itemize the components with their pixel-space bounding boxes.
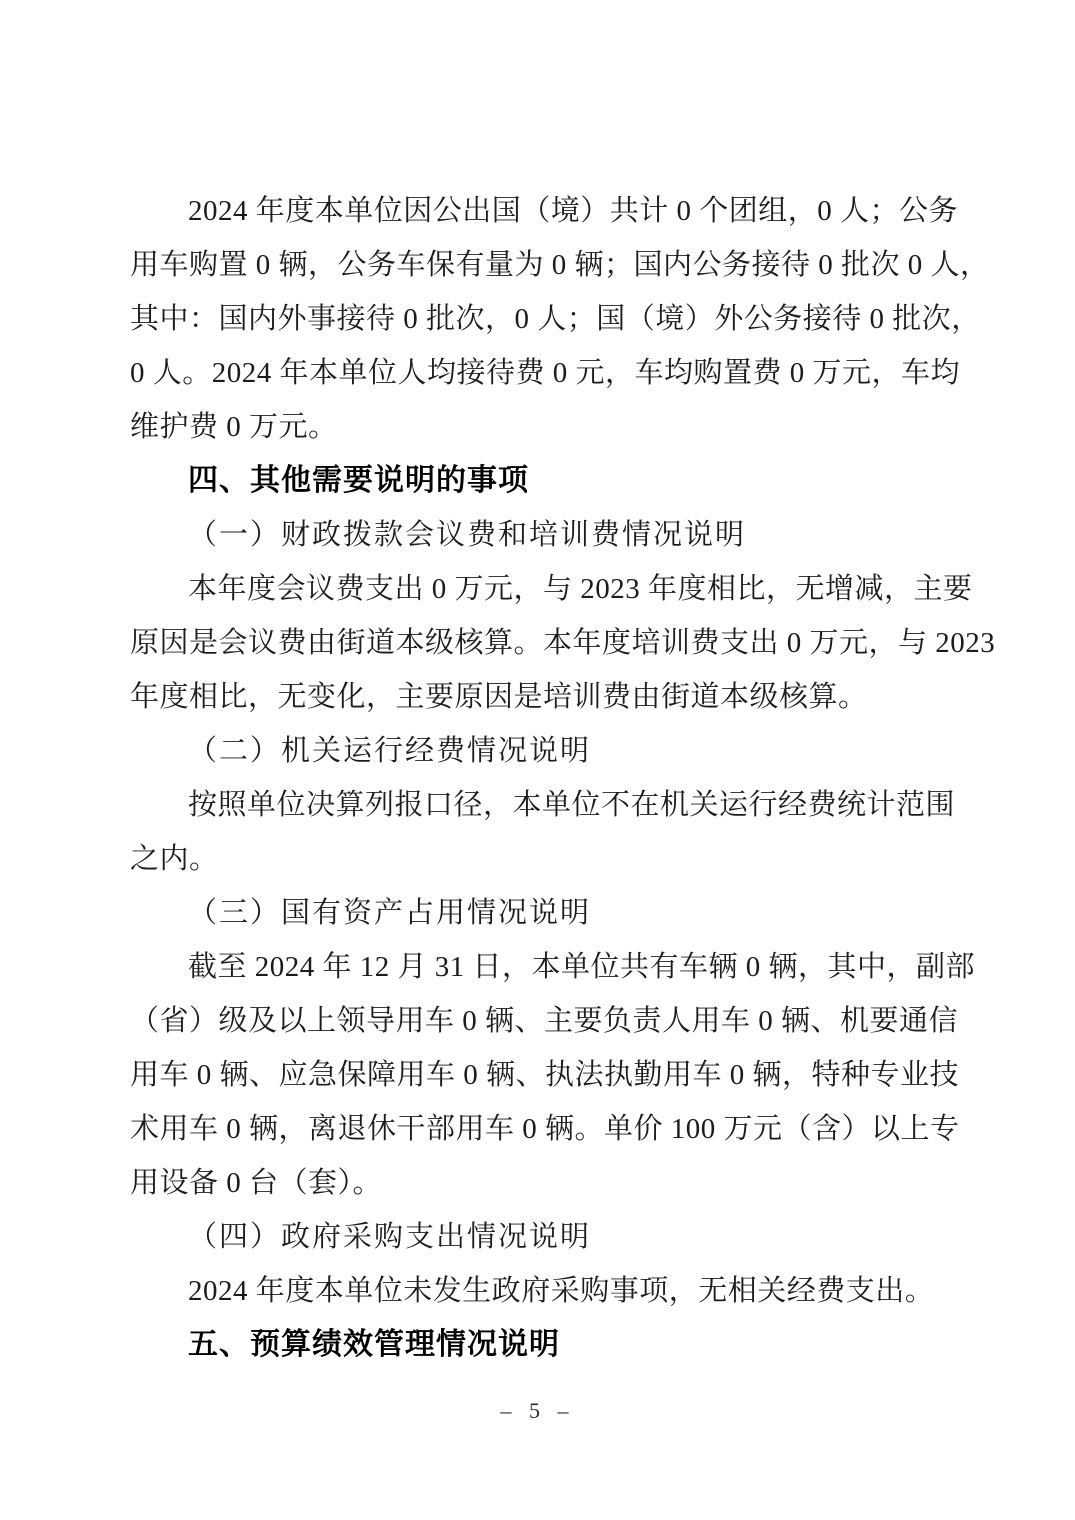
subsection-4-1-heading: （一）财政拨款会议费和培训费情况说明 [188,519,747,551]
para-travel-line-1: 2024 年度本单位因公出国（境）共计 0 个团组，0 人；公务 [188,195,959,227]
section-5-heading: 五、预算绩效管理情况说明 [188,1328,560,1361]
para-assets-line-1: 截至 2024 年 12 月 31 日，本单位共有车辆 0 辆，其中，副部 [188,951,976,983]
para-travel-line-4: 0 人。2024 年本单位人均接待费 0 元，车均购置费 0 万元，车均 [130,357,961,389]
para-meeting-line-1: 本年度会议费支出 0 万元，与 2023 年度相比，无增减，主要 [188,573,973,605]
para-operating-line-2: 之内。 [130,843,219,875]
section-4-heading: 四、其他需要说明的事项 [188,464,529,497]
para-assets-line-4: 术用车 0 辆，离退休干部用车 0 辆。单价 100 万元（含）以上专 [130,1113,960,1145]
para-assets-line-2: （省）级及以上领导用车 0 辆、主要负责人用车 0 辆、机要通信 [130,1005,959,1037]
para-travel-line-3: 其中：国内外事接待 0 批次，0 人；国（境）外公务接待 0 批次， [130,303,981,335]
document-body [130,184,996,1372]
para-procurement-line-1: 2024 年度本单位未发生政府采购事项，无相关经费支出。 [188,1275,935,1307]
subsection-4-3-heading: （三）国有资产占用情况说明 [188,897,592,929]
para-assets-line-5: 用设备 0 台（套）。 [130,1167,383,1199]
para-meeting-line-2: 原因是会议费由街道本级核算。本年度培训费支出 0 万元，与 2023 [130,627,996,659]
subsection-4-4-heading: （四）政府采购支出情况说明 [188,1221,592,1253]
para-travel-line-2: 用车购置 0 辆，公务车保有量为 0 辆；国内公务接待 0 批次 0 人， [130,249,990,281]
subsection-4-2-heading: （二）机关运行经费情况说明 [188,735,592,767]
para-assets-line-3: 用车 0 辆、应急保障用车 0 辆、执法执勤用车 0 辆，特种专业技 [130,1059,960,1091]
page-number: – 5 – [500,1398,575,1423]
para-meeting-line-3: 年度相比，无变化，主要原因是培训费由街道本级核算。 [130,681,868,713]
para-operating-line-1: 按照单位决算列报口径，本单位不在机关运行经费统计范围 [188,789,956,821]
para-travel-line-5: 维护费 0 万元。 [130,411,338,443]
